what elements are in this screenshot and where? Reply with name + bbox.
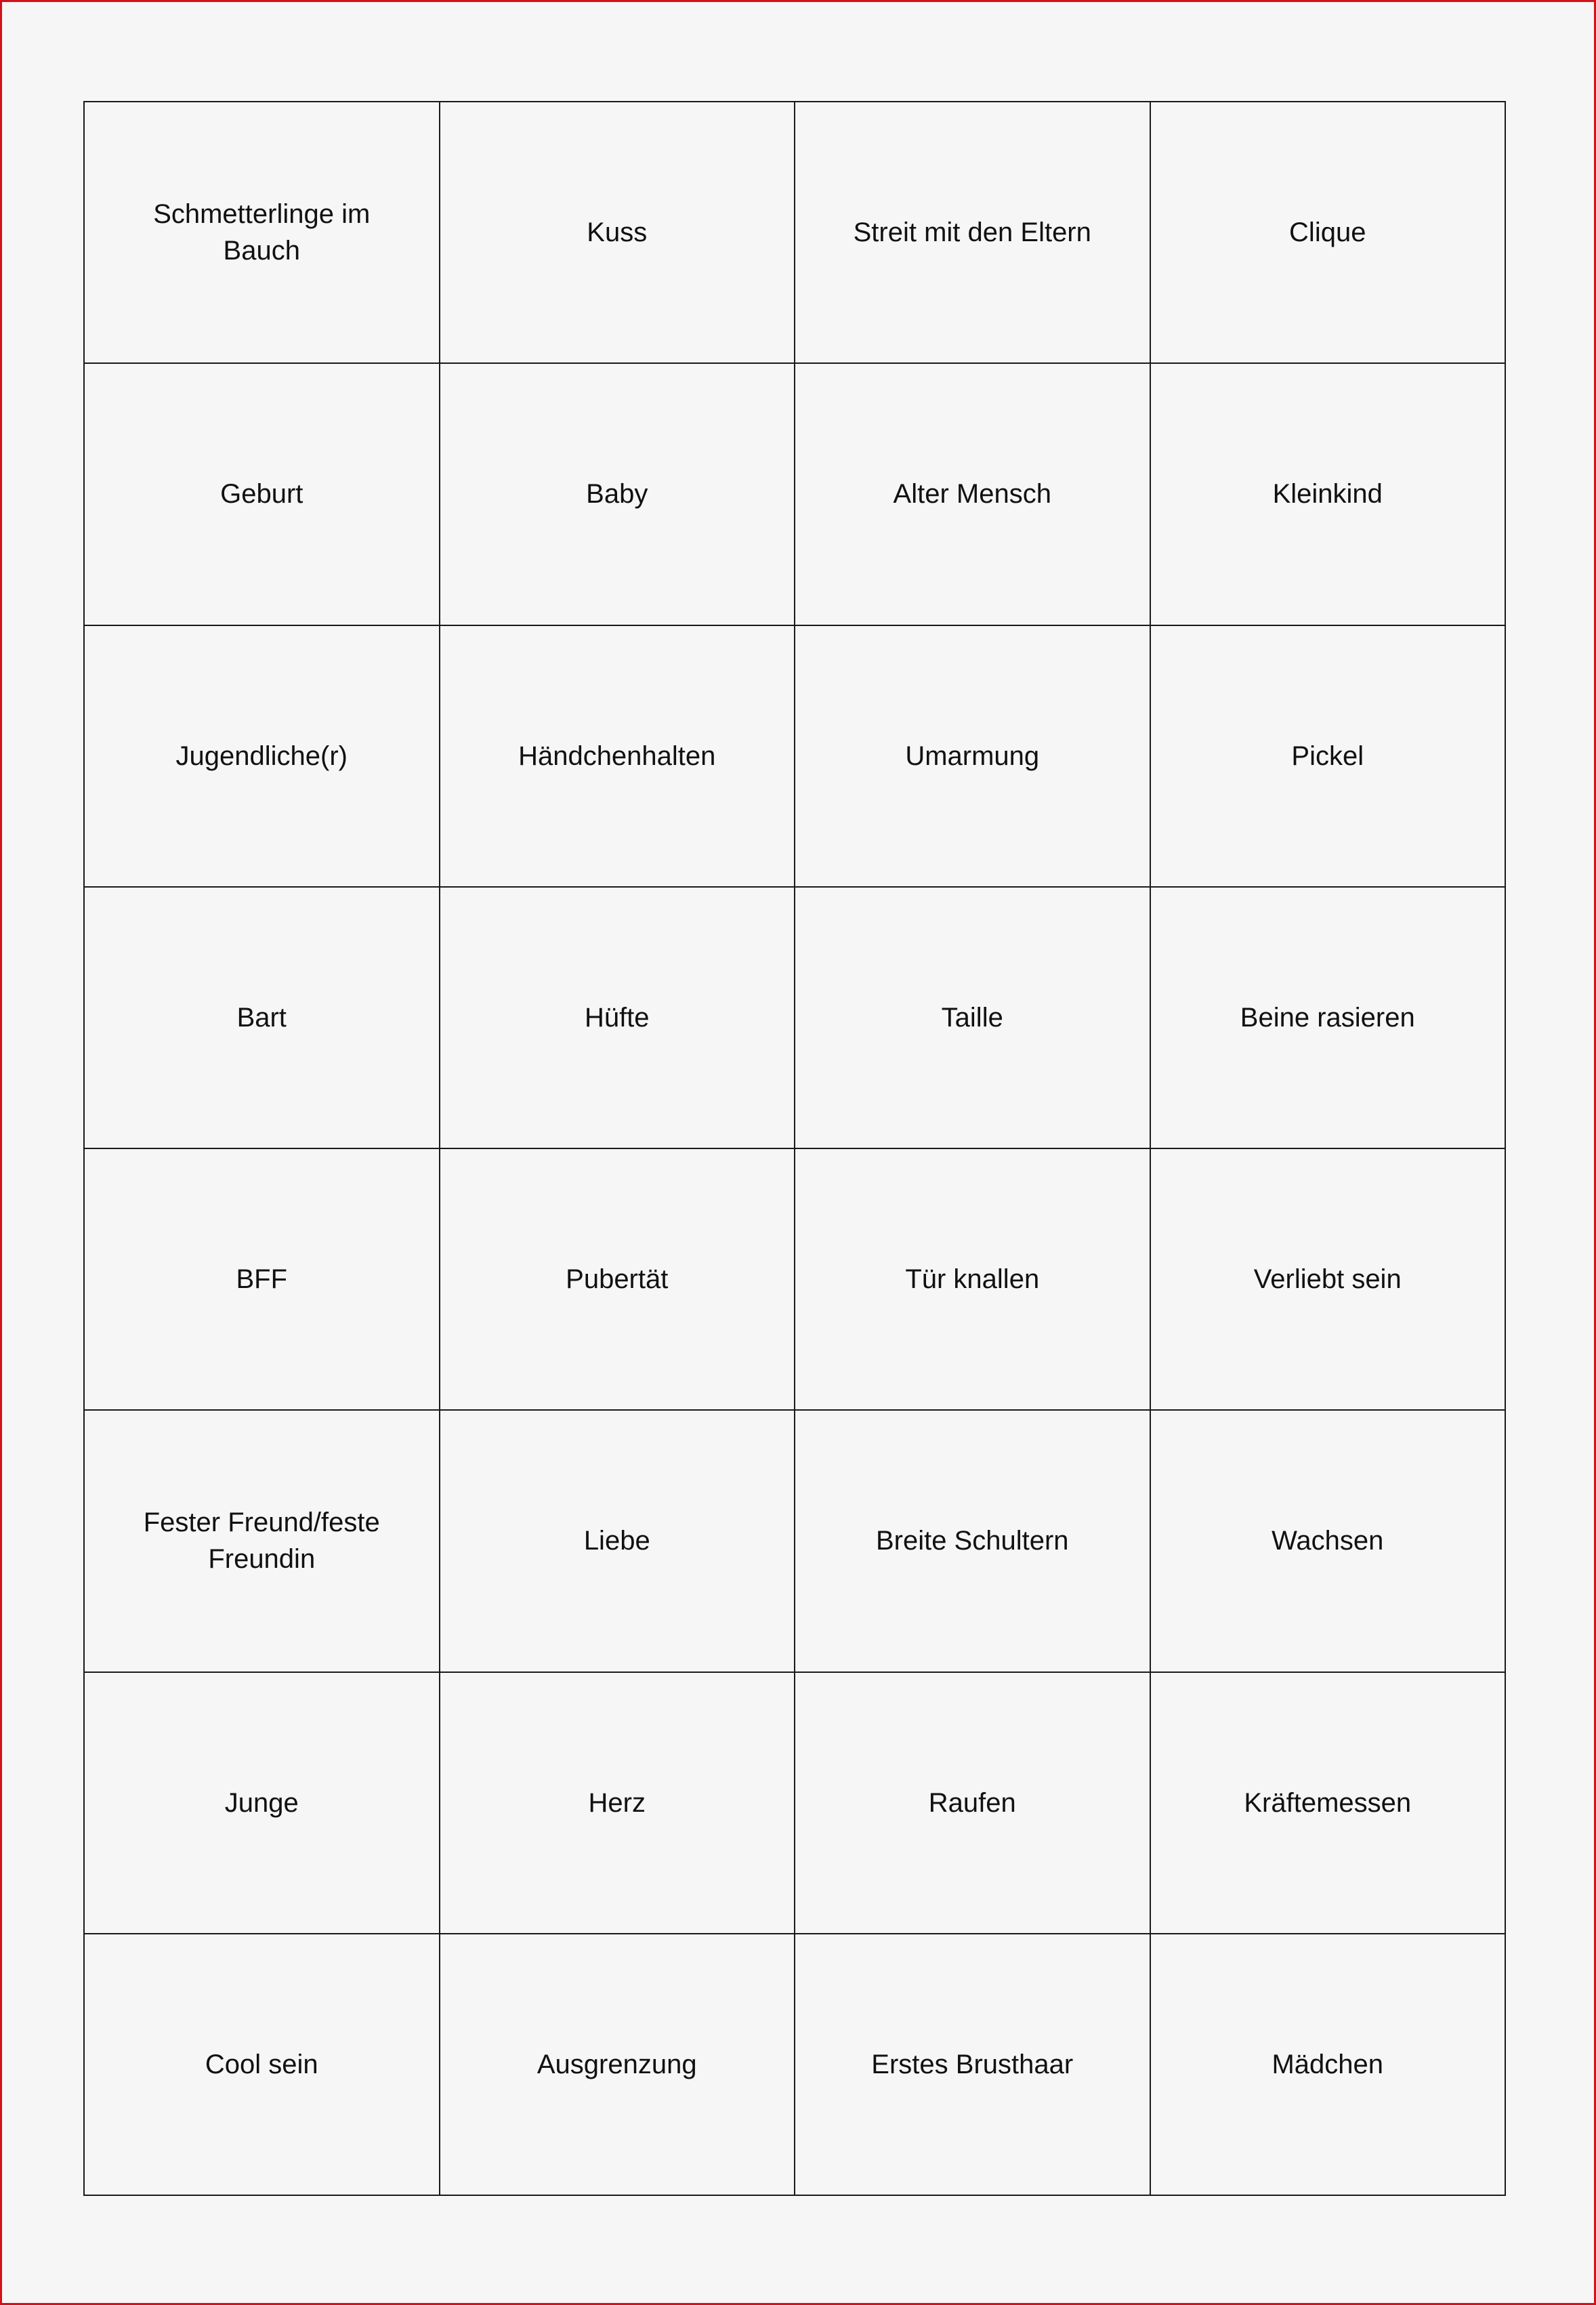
word-card-label: Kräftemessen (1244, 1787, 1412, 1818)
word-card (795, 364, 1151, 625)
word-card-label: Schmetterlinge im Bauch (153, 199, 371, 266)
word-card-label: BFF (236, 1264, 288, 1295)
word-card (85, 364, 440, 625)
word-card (1151, 626, 1507, 888)
word-card (795, 1411, 1151, 1672)
word-card-label: Umarmung (905, 741, 1040, 771)
word-card-label: Geburt (220, 479, 303, 510)
word-card-label: Kleinkind (1272, 479, 1383, 510)
word-card (1151, 1149, 1507, 1411)
word-card-label: Tür knallen (905, 1264, 1040, 1295)
word-card (85, 888, 440, 1149)
word-card-label: Mädchen (1272, 2049, 1384, 2079)
word-card (1151, 1673, 1507, 1934)
word-card-label: Beine rasieren (1240, 1002, 1415, 1033)
word-card (440, 1149, 796, 1411)
word-card-label: Händchenhalten (518, 741, 716, 771)
word-card-label: Wachsen (1272, 1526, 1384, 1556)
word-card (795, 102, 1151, 364)
word-card-label: Hüfte (584, 1002, 650, 1033)
word-card-label: Fester Freund/feste Freundin (143, 1508, 380, 1575)
word-card (1151, 888, 1507, 1149)
word-card (440, 1411, 796, 1672)
word-card-label: Liebe (583, 1526, 650, 1556)
word-card (85, 1934, 440, 2196)
word-card-label: Kuss (587, 217, 648, 248)
word-card-label: Jugendliche(r) (175, 741, 348, 771)
word-card-label: Taille (941, 1002, 1003, 1033)
word-card-label: Clique (1289, 217, 1366, 248)
word-card-label: Verliebt sein (1253, 1264, 1402, 1295)
word-card (795, 1673, 1151, 1934)
word-card (440, 1673, 796, 1934)
word-card-label: Baby (586, 479, 648, 510)
word-card (440, 626, 796, 888)
word-card (85, 102, 440, 364)
word-card (85, 626, 440, 888)
word-card-label: Herz (588, 1787, 646, 1818)
word-card (795, 1934, 1151, 2196)
word-card-label: Pickel (1291, 741, 1364, 771)
word-card (1151, 364, 1507, 625)
word-card (440, 888, 796, 1149)
word-card (85, 1673, 440, 1934)
word-card (795, 1149, 1151, 1411)
word-card (1151, 1411, 1507, 1672)
word-card (795, 888, 1151, 1149)
word-card-label: Junge (224, 1787, 299, 1818)
word-card-label: Streit mit den Eltern (853, 217, 1091, 248)
word-card-label: Raufen (928, 1787, 1016, 1818)
word-card (795, 626, 1151, 888)
word-card (440, 1934, 796, 2196)
word-card-label: Cool sein (205, 2049, 318, 2079)
word-card-grid (83, 101, 1506, 2196)
word-card-label: Breite Schultern (875, 1526, 1069, 1556)
word-card-label: Bart (236, 1002, 287, 1033)
word-card (1151, 102, 1507, 364)
word-card (440, 364, 796, 625)
word-card-label: Alter Mensch (893, 479, 1051, 510)
word-card (440, 102, 796, 364)
word-card-label: Ausgrenzung (537, 2049, 697, 2079)
word-card-label: Erstes Brusthaar (871, 2049, 1074, 2079)
word-card (85, 1149, 440, 1411)
word-card (1151, 1934, 1507, 2196)
word-card (85, 1411, 440, 1672)
word-card-label: Pubertät (566, 1264, 669, 1295)
